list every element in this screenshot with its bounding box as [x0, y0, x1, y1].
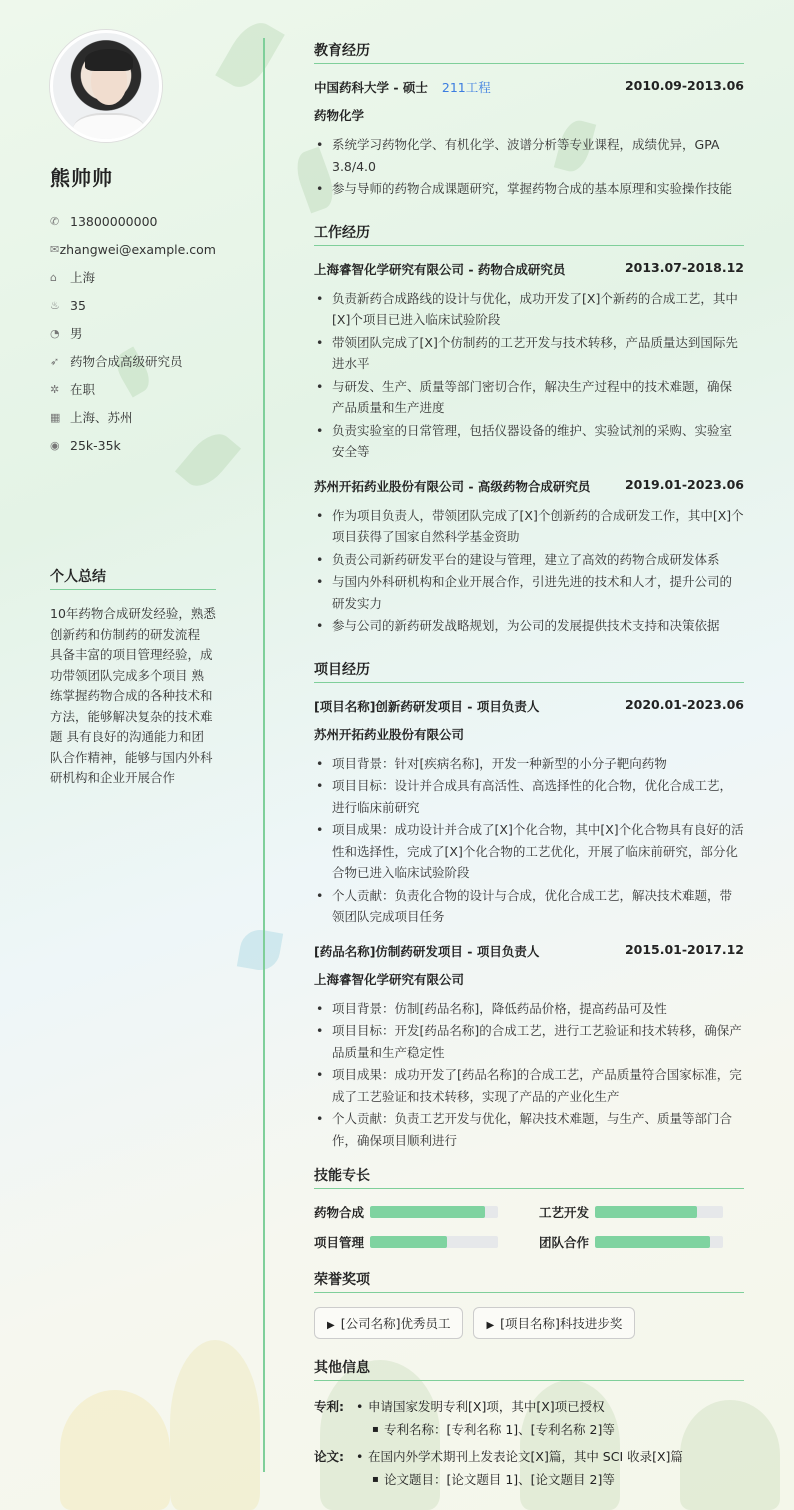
skill-item: 项目管理	[314, 1233, 519, 1251]
project-bullets	[314, 998, 744, 1152]
education-head	[314, 78, 744, 96]
list-item: • 项目背景：针对[疾病名称]，开发一种新型的小分子靶向药物	[314, 753, 744, 775]
work-section	[314, 222, 744, 637]
education-major: 药物化学	[314, 108, 365, 123]
education-date: 2010.09-2013.06	[624, 78, 744, 93]
skills-section	[314, 1165, 744, 1251]
info-age: ♨ 35	[50, 297, 86, 313]
info-position: ➶ 药物合成高级研究员	[50, 354, 183, 369]
projects-section	[314, 659, 744, 1152]
project-date: 2020.01-2023.06	[624, 696, 744, 712]
list-item: • 个人贡献：负责化合物的设计与合成，优化合成工艺，解决技术难题，带领团队完成项目任务	[314, 885, 744, 928]
summary-title: 个人总结	[50, 566, 216, 590]
job-title: 苏州开拓药业股份有限公司 - 高级药物合成研究员	[314, 478, 591, 494]
info-city: ⌂ 上海	[50, 270, 96, 285]
list-item: • 项目背景：仿制[药品名称]，降低药品价格，提高药品可及性	[314, 998, 744, 1020]
info-salary: ◉ 25k-35k	[50, 437, 121, 453]
skill-item: 药物合成	[314, 1203, 519, 1221]
info-status: ✲ 在职	[50, 382, 96, 397]
list-item: • 参与导师的药物合成课题研究，掌握药物合成的基本原理和实验操作技能	[314, 178, 744, 200]
skill-bar	[595, 1206, 723, 1218]
school-tag: 211工程	[441, 80, 491, 95]
building-icon: ▦	[50, 410, 61, 424]
list-item: ▪ 论文题目：[论文题目 1]、[论文题目 2]等	[350, 1468, 683, 1491]
info-email: ✉ zhangwei@example.com	[50, 241, 216, 257]
list-item: • 负责新药合成路线的设计与优化，成功开发了[X]个新药的合成工艺，其中[X]个项目已进入临床试验阶段	[314, 288, 744, 331]
job-head	[314, 260, 744, 278]
send-icon: ➶	[50, 354, 60, 368]
info-target-city: ▦ 上海、苏州	[50, 410, 133, 425]
job-bullets	[314, 505, 744, 637]
job-bullets	[314, 288, 744, 463]
list-item: • 负责公司新药研发平台的建设与管理，建立了高效的药物合成研发体系	[314, 549, 744, 571]
phone-icon: ✆	[50, 214, 60, 228]
list-item: • 负责实验室的日常管理，包括仪器设备的维护、实验试剂的采购、实验室安全等	[314, 420, 744, 463]
job-head	[314, 477, 744, 495]
project-company: 上海睿智化学研究有限公司	[314, 971, 465, 987]
list-item: • 作为项目负责人，带领团队完成了[X]个创新药的合成研发工作，其中[X]个项目获得了国家自然科学基金资助	[314, 505, 744, 548]
education-bullets	[314, 134, 744, 200]
skill-bar	[370, 1206, 498, 1218]
project-title: [项目名称]创新药研发项目 - 项目负责人	[314, 698, 540, 714]
home-icon: ⌂	[50, 270, 57, 284]
education-section	[314, 40, 744, 200]
info-gender: ◔ 男	[50, 326, 83, 341]
avatar	[50, 30, 162, 142]
candidate-name: 熊帅帅	[50, 166, 113, 190]
award-item[interactable]: ▶ [公司名称]优秀员工	[314, 1307, 463, 1339]
skill-item: 工艺开发	[539, 1203, 744, 1221]
job-title: 上海睿智化学研究有限公司 - 药物合成研究员	[314, 261, 566, 277]
status-icon: ✲	[50, 382, 60, 396]
projects-title: 项目经历	[314, 659, 744, 683]
skills-grid	[314, 1203, 744, 1251]
other-title: 其他信息	[314, 1357, 744, 1381]
mail-icon: ✉	[50, 242, 60, 256]
awards-list	[314, 1307, 744, 1339]
work-title: 工作经历	[314, 222, 744, 246]
list-item: • 与国内外科研机构和企业开展合作，引进先进的技术和人才，提升公司的研发实力	[314, 571, 744, 614]
job-date: 2019.01-2023.06	[624, 476, 744, 492]
list-item: • 项目目标：设计并合成具有高活性、高选择性的化合物，优化合成工艺，进行临床前研究	[314, 775, 744, 818]
project-head	[314, 697, 744, 715]
skills-title: 技能专长	[314, 1165, 744, 1189]
job-date: 2013.07-2018.12	[624, 259, 744, 275]
project-head	[314, 942, 744, 960]
main-content	[314, 40, 744, 1491]
contact-info-list	[50, 207, 216, 459]
cake-icon: ♨	[50, 298, 60, 312]
salary-icon: ◉	[50, 438, 60, 452]
list-item: ▪ 专利名称：[专利名称 1]、[专利名称 2]等	[350, 1418, 615, 1441]
project-title: [药品名称]仿制药研发项目 - 项目负责人	[314, 943, 540, 959]
play-triangle-icon: ▶	[327, 1320, 335, 1331]
school-name: 中国药科大学 - 硕士	[314, 80, 428, 95]
project-date: 2015.01-2017.12	[624, 941, 744, 957]
project-company: 苏州开拓药业股份有限公司	[314, 726, 465, 742]
project-bullets	[314, 753, 744, 928]
list-item: • 带领团队完成了[X]个仿制药的工艺开发与技术转移，产品质量达到国际先进水平	[314, 332, 744, 375]
list-item: • 项目成果：成功设计并合成了[X]个化合物，其中[X]个化合物具有良好的活性和选择性，完成了[X]个化合物的工艺优化，开展了临床前研究，部分化合物已进入临床试验阶段	[314, 819, 744, 884]
education-title: 教育经历	[314, 40, 744, 64]
awards-title: 荣誉奖项	[314, 1269, 744, 1293]
list-item: • 项目成果：成功开发了[药品名称]的合成工艺，产品质量符合国家标准，完成了工艺验证和技术转移，实现了产品的产业化生产	[314, 1064, 744, 1107]
list-item: • 参与公司的新药研发战略规划，为公司的发展提供技术支持和决策依据	[314, 615, 744, 637]
award-item[interactable]: ▶ [项目名称]科技进步奖	[473, 1307, 635, 1339]
other-row-patent: 专利: • 申请国家发明专利[X]项，其中[X]项已授权 ▪ 专利名称：[专利名称 1]、[专利名称 2]等	[314, 1395, 744, 1441]
skill-bar	[595, 1236, 723, 1248]
gender-icon: ◔	[50, 326, 60, 340]
summary-section	[50, 566, 216, 789]
skill-item: 团队合作	[539, 1233, 744, 1251]
other-row-paper: 论文: • 在国内外学术期刊上发表论文[X]篇，其中 SCI 收录[X]篇 ▪ 论文题目：[论文题目 1]、[论文题目 2]等	[314, 1445, 744, 1491]
list-item: • 项目目标：开发[药品名称]的合成工艺，进行工艺验证和技术转移，确保产品质量和生产稳定性	[314, 1020, 744, 1063]
list-item: • 系统学习药物化学、有机化学、波谱分析等专业课程，成绩优异，GPA 3.8/4.0	[314, 134, 744, 177]
other-section	[314, 1357, 744, 1491]
skill-bar	[370, 1236, 498, 1248]
info-phone: ✆ 13800000000	[50, 213, 158, 229]
list-item: • 个人贡献：负责工艺开发与优化，解决技术难题，与生产、质量等部门合作，确保项目顺利进行	[314, 1108, 744, 1151]
list-item: • 申请国家发明专利[X]项，其中[X]项已授权	[350, 1395, 615, 1418]
awards-section	[314, 1269, 744, 1339]
summary-text: 10年药物合成研发经验，熟悉创新药和仿制药的研发流程 具备丰富的项目管理经验，成功带领团队完成多个项目 熟练掌握药物合成的各种技术和方法，能够解决复杂的技术难题 具有良好的沟通能力和团队合作精神，能够与国内外科研机构和企业开展合作	[50, 606, 216, 785]
list-item: • 与研发、生产、质量等部门密切合作，解决生产过程中的技术难题，确保产品质量和生产进度	[314, 376, 744, 419]
list-item: • 在国内外学术期刊上发表论文[X]篇，其中 SCI 收录[X]篇	[350, 1445, 683, 1468]
play-triangle-icon: ▶	[486, 1320, 495, 1331]
